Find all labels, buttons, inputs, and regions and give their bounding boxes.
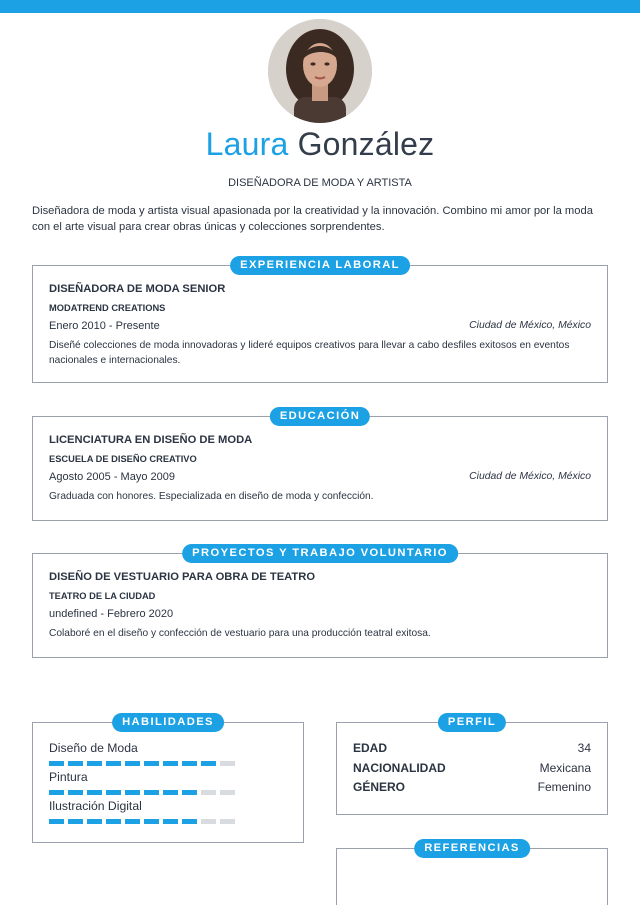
- skill-segment-filled: [163, 790, 178, 795]
- skill-segment-filled: [201, 761, 216, 766]
- skill-segment-filled: [49, 819, 64, 824]
- skill-segment-filled: [163, 761, 178, 766]
- skill-item: [49, 769, 235, 795]
- skill-segment-filled: [87, 819, 102, 824]
- person-name: [0, 122, 640, 166]
- profile-value: 34: [577, 741, 591, 755]
- skill-segment-filled: [144, 790, 159, 795]
- experience-entry: [49, 282, 591, 368]
- education-dates: Agosto 2005 - Mayo 2009: [49, 471, 175, 483]
- project-name: DISEÑO DE VESTUARIO PARA OBRA DE TEATRO: [49, 571, 316, 583]
- profile-key: GÉNERO: [353, 780, 406, 794]
- education-section: [32, 410, 608, 521]
- job-title: DISEÑADORA DE MODA Y ARTISTA: [228, 177, 412, 189]
- project-meta: [49, 607, 591, 621]
- projects-section: [32, 547, 608, 658]
- education-location: Ciudad de México, México: [469, 471, 591, 482]
- skills-section: [32, 716, 304, 843]
- experience-description: Diseñé colecciones de moda innovadoras y lideré equipos creativos para llevar a cabo desfiles exitosos en eventos nacionales e internacionales.: [49, 340, 570, 366]
- profile-section: [336, 716, 608, 815]
- project-description: Colaboré en el diseño y confección de vestuario para una producción teatral exitosa.: [49, 628, 431, 639]
- skill-segment-filled: [182, 790, 197, 795]
- profile-key: EDAD: [353, 741, 388, 755]
- skill-label: Diseño de Moda: [49, 741, 138, 755]
- skill-segment-filled: [68, 819, 83, 824]
- skill-segment-filled: [49, 761, 64, 766]
- experience-position: DISEÑADORA DE MODA SENIOR: [49, 283, 226, 295]
- skill-segment-filled: [125, 790, 140, 795]
- skill-segment-filled: [106, 761, 121, 766]
- first-name: Laura: [205, 126, 289, 162]
- references-section-title: REFERENCIAS: [414, 839, 530, 858]
- skill-segment-filled: [125, 819, 140, 824]
- experience-section-title: EXPERIENCIA LABORAL: [230, 256, 410, 275]
- experience-company: MODATREND CREATIONS: [49, 303, 166, 313]
- profile-photo: [268, 19, 372, 123]
- education-description: Graduada con honores. Especializada en diseño de moda y confección.: [49, 491, 374, 502]
- education-entry: [49, 433, 591, 505]
- experience-section: [32, 259, 608, 383]
- project-dates: undefined - Febrero 2020: [49, 608, 174, 620]
- skill-segment-empty: [220, 761, 235, 766]
- references-section: [336, 842, 608, 905]
- skill-item: [49, 798, 235, 824]
- profile-photo-portrait: [268, 19, 372, 123]
- skill-segment-filled: [144, 761, 159, 766]
- skill-segment-empty: [220, 819, 235, 824]
- education-school: ESCUELA DE DISEÑO CREATIVO: [49, 454, 197, 464]
- skills-section-title: HABILIDADES: [112, 713, 224, 732]
- skill-segment-filled: [125, 761, 140, 766]
- skill-segment-filled: [87, 761, 102, 766]
- skill-level-bar: [49, 790, 235, 795]
- education-meta: [49, 470, 591, 484]
- skill-segment-filled: [68, 790, 83, 795]
- skill-label: Ilustración Digital: [49, 799, 142, 813]
- skill-level-bar: [49, 819, 235, 824]
- experience-meta: [49, 319, 591, 333]
- education-degree: LICENCIATURA EN DISEÑO DE MODA: [49, 434, 253, 446]
- skill-segment-filled: [182, 819, 197, 824]
- experience-location: Ciudad de México, México: [469, 320, 591, 331]
- projects-section-title: PROYECTOS Y TRABAJO VOLUNTARIO: [182, 544, 458, 563]
- skill-segment-filled: [182, 761, 197, 766]
- profile-row-age: [353, 740, 591, 756]
- skill-segment-filled: [144, 819, 159, 824]
- profile-row-nationality: [353, 760, 591, 776]
- projects-entry: [49, 570, 591, 642]
- skill-item: [49, 740, 235, 766]
- skill-segment-empty: [201, 819, 216, 824]
- skill-segment-filled: [87, 790, 102, 795]
- profile-value: Mexicana: [539, 761, 591, 775]
- skill-segment-filled: [106, 790, 121, 795]
- skill-segment-empty: [201, 790, 216, 795]
- profile-value: Femenino: [537, 780, 591, 794]
- skill-segment-empty: [220, 790, 235, 795]
- education-section-title: EDUCACIÓN: [270, 407, 370, 426]
- profile-row-gender: [353, 779, 591, 795]
- project-organization: TEATRO DE LA CIUDAD: [49, 591, 156, 601]
- last-name: González: [297, 126, 435, 162]
- top-accent-bar: [0, 0, 640, 13]
- skill-segment-filled: [68, 761, 83, 766]
- profile-summary: Diseñadora de moda y artista visual apasionada por la creatividad y la innovación. Combino mi amor por la moda con el arte visual para crear obras únicas y colecciones sorprendentes.: [32, 205, 593, 233]
- skill-label: Pintura: [49, 770, 88, 784]
- experience-dates: Enero 2010 - Presente: [49, 320, 160, 332]
- skill-segment-filled: [49, 790, 64, 795]
- skill-segment-filled: [163, 819, 178, 824]
- profile-section-title: PERFIL: [438, 713, 506, 732]
- profile-key: NACIONALIDAD: [353, 761, 446, 775]
- skill-level-bar: [49, 761, 235, 766]
- skill-segment-filled: [106, 819, 121, 824]
